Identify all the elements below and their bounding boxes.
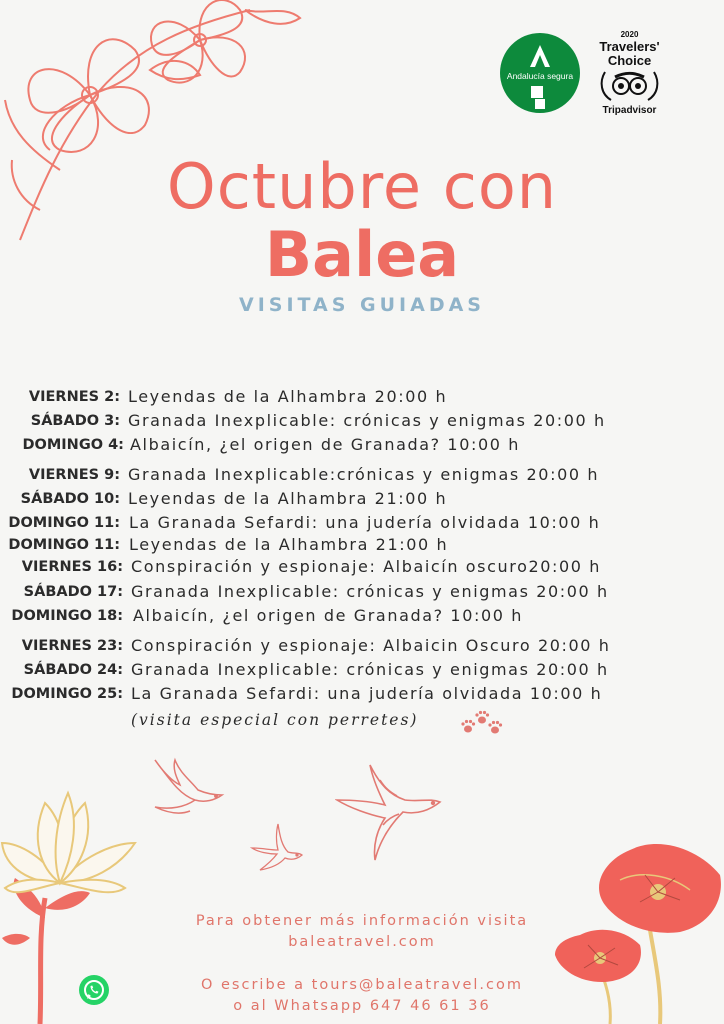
schedule-activity: Conspiración y espionaje: Albaicín oscuro20:00 h [131, 557, 601, 576]
schedule-day: VIERNES 9: [28, 467, 120, 483]
schedule-activity: La Granada Sefardi: una judería olvidada 10:00 h [129, 513, 601, 532]
footer-contact-whatsapp[interactable]: o al Whatsapp 647 46 61 36 [233, 998, 491, 1014]
schedule-day: DOMINGO 11: [8, 537, 120, 553]
schedule-activity: Albaicín, ¿el origen de Granada? 10:00 h [133, 606, 523, 625]
schedule-activity: Granada Inexplicable: crónicas y enigmas 20:00 h [131, 660, 609, 679]
schedule-day: SÁBADO 10: [20, 491, 120, 507]
whatsapp-icon[interactable] [78, 974, 110, 1006]
poppy-flower-icon [550, 840, 724, 1024]
schedule-activity: Albaicín, ¿el origen de Granada? 10:00 h [130, 435, 520, 454]
tripadvisor-title-line2: Choice [607, 53, 652, 68]
tripadvisor-brand: Tripadvisor [602, 105, 657, 116]
schedule-day: VIERNES 23: [21, 638, 123, 654]
page-title-brand: Balea [264, 218, 460, 291]
tripadvisor-title-line1: Travelers' [599, 39, 660, 54]
swallow-bird-icon [335, 760, 445, 865]
andalucia-segura-badge [500, 33, 580, 113]
schedule-activity: Granada Inexplicable:crónicas y enigmas 20:00 h [128, 465, 600, 484]
schedule-activity: Granada Inexplicable: crónicas y enigmas 20:00 h [128, 411, 606, 430]
special-note: (visita especial con perretes) [131, 711, 419, 729]
page-title-line1: Octubre con [166, 150, 558, 223]
schedule-day: SÁBADO 17: [23, 584, 123, 600]
swallow-bird-icon [250, 822, 305, 874]
tripadvisor-owl-icon [597, 68, 662, 104]
tripadvisor-travelers-choice-badge [592, 30, 667, 120]
andalucia-segura-label: Andalucía segura [506, 71, 574, 81]
badge-mark-icon [535, 99, 545, 109]
schedule-day: DOMINGO 4: [22, 437, 124, 453]
footer-info-line1: Para obtener más información visita [195, 913, 529, 929]
schedule-day: SÁBADO 24: [23, 662, 123, 678]
schedule-day: DOMINGO 25: [11, 686, 123, 702]
schedule-activity: Leyendas de la Alhambra 21:00 h [129, 535, 449, 554]
schedule-day: SÁBADO 3: [30, 413, 120, 429]
schedule-activity: Granada Inexplicable: crónicas y enigmas 20:00 h [131, 582, 609, 601]
swallow-bird-icon [150, 755, 230, 825]
schedule-day: DOMINGO 11: [8, 515, 120, 531]
schedule-day: VIERNES 16: [21, 559, 123, 575]
schedule-activity: Leyendas de la Alhambra 20:00 h [128, 387, 448, 406]
page-subtitle: VISITAS GUIADAS [239, 294, 485, 316]
schedule-activity: La Granada Sefardi: una judería olvidada 10:00 h [131, 684, 603, 703]
schedule-activity: Conspiración y espionaje: Albaicin Oscuro 20:00 h [131, 636, 611, 655]
paw-prints-icon [460, 710, 504, 736]
andalucia-segura-logo-icon [528, 43, 552, 69]
footer-website-link[interactable]: baleatravel.com [288, 934, 436, 950]
tripadvisor-year: 2020 [620, 30, 639, 39]
schedule-activity: Leyendas de la Alhambra 21:00 h [128, 489, 448, 508]
schedule-day: DOMINGO 18: [11, 608, 123, 624]
qr-code-icon [530, 85, 544, 99]
schedule-day: VIERNES 2: [28, 389, 120, 405]
footer-contact-email[interactable]: O escribe a tours@baleatravel.com [200, 977, 523, 993]
